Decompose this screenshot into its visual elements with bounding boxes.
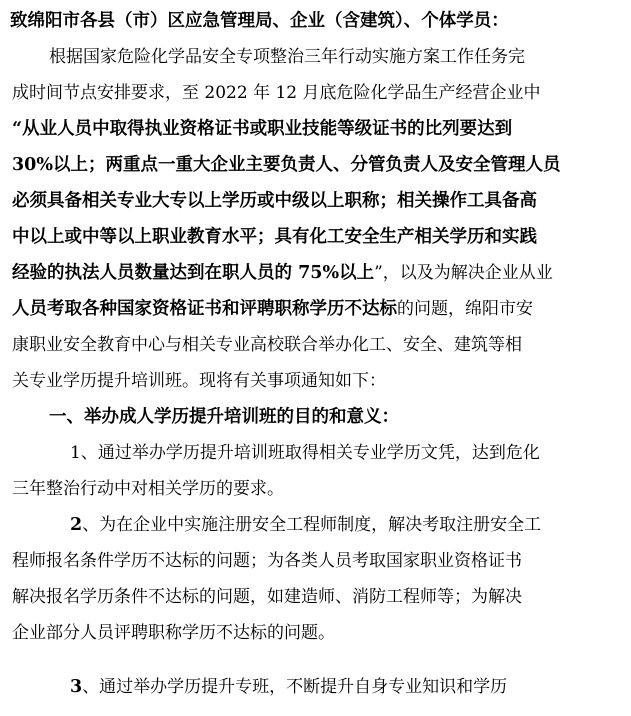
item-2-line-2: 程师报名条件学历不达标的问题；为各类人员考取国家职业资格证书: [12, 551, 522, 571]
item-3-number: 3: [70, 677, 83, 697]
intro-line-7-bold: 经验的执法人员数量达到在职人员的 75%以上: [12, 263, 375, 283]
intro-line-7: [12, 262, 553, 284]
item-1-line-2: 三年整治行动中对相关学历的要求。: [12, 479, 284, 499]
item-2-line-4: 企业部分人员评聘职称学历不达标的问题。: [12, 623, 335, 643]
item-3-line-1-text: 、通过举办学历提升专班，不断提升自身专业知识和学历: [82, 677, 508, 697]
section-1-title: 一、举办成人学历提升培训班的目的和意义：: [49, 407, 399, 427]
intro-line-10: 关专业学历提升培训班。现将有关事项通知如下：: [12, 371, 386, 391]
item-2-line-1: [70, 514, 541, 536]
intro-line-6: 中以上或中等以上职业教育水平；具有化工安全生产相关学历和实践: [12, 227, 537, 247]
intro-line-4: 30%以上；两重点一重大企业主要负责人、分管负责人及安全管理人员: [12, 155, 561, 175]
intro-line-7-normal: ”，以及为解决企业从业: [374, 263, 553, 283]
item-2-number: 2: [70, 515, 83, 535]
salutation: 致绵阳市各县（市）区应急管理局、企业（含建筑）、个体学员：: [10, 11, 509, 31]
intro-line-2: 成时间节点安排要求，至 2022 年 12 月底危险化学品生产经营企业中: [12, 83, 541, 103]
item-1-line-1: 1、通过举办学历提升培训班取得相关专业学历文凭，达到危化: [70, 443, 540, 463]
intro-line-1: 根据国家危险化学品安全专项整治三年行动实施方案工作任务完: [49, 47, 525, 67]
intro-line-3: “从业人员中取得执业资格证书或职业技能等级证书的比列要达到: [12, 119, 513, 139]
item-2-line-3: 解决报名学历条件不达标的问题，如建造师、消防工程师等；为解决: [12, 587, 522, 607]
intro-line-5: 必须具备相关专业大专以上学历或中级以上职称；相关操作工具备高: [12, 191, 537, 211]
intro-line-8-normal: 的问题，绵阳市安: [397, 299, 533, 319]
intro-line-9: 康职业安全教育中心与相关专业高校联合举办化工、安全、建筑等相: [12, 335, 522, 355]
intro-line-8: [12, 298, 533, 320]
item-2-line-1-text: 、为在企业中实施注册安全工程师制度，解决考取注册安全工: [82, 515, 542, 535]
item-3-line-1: [70, 676, 507, 698]
intro-line-8-bold: 人员考取各种国家资格证书和评聘职称学历不达标: [12, 299, 397, 319]
